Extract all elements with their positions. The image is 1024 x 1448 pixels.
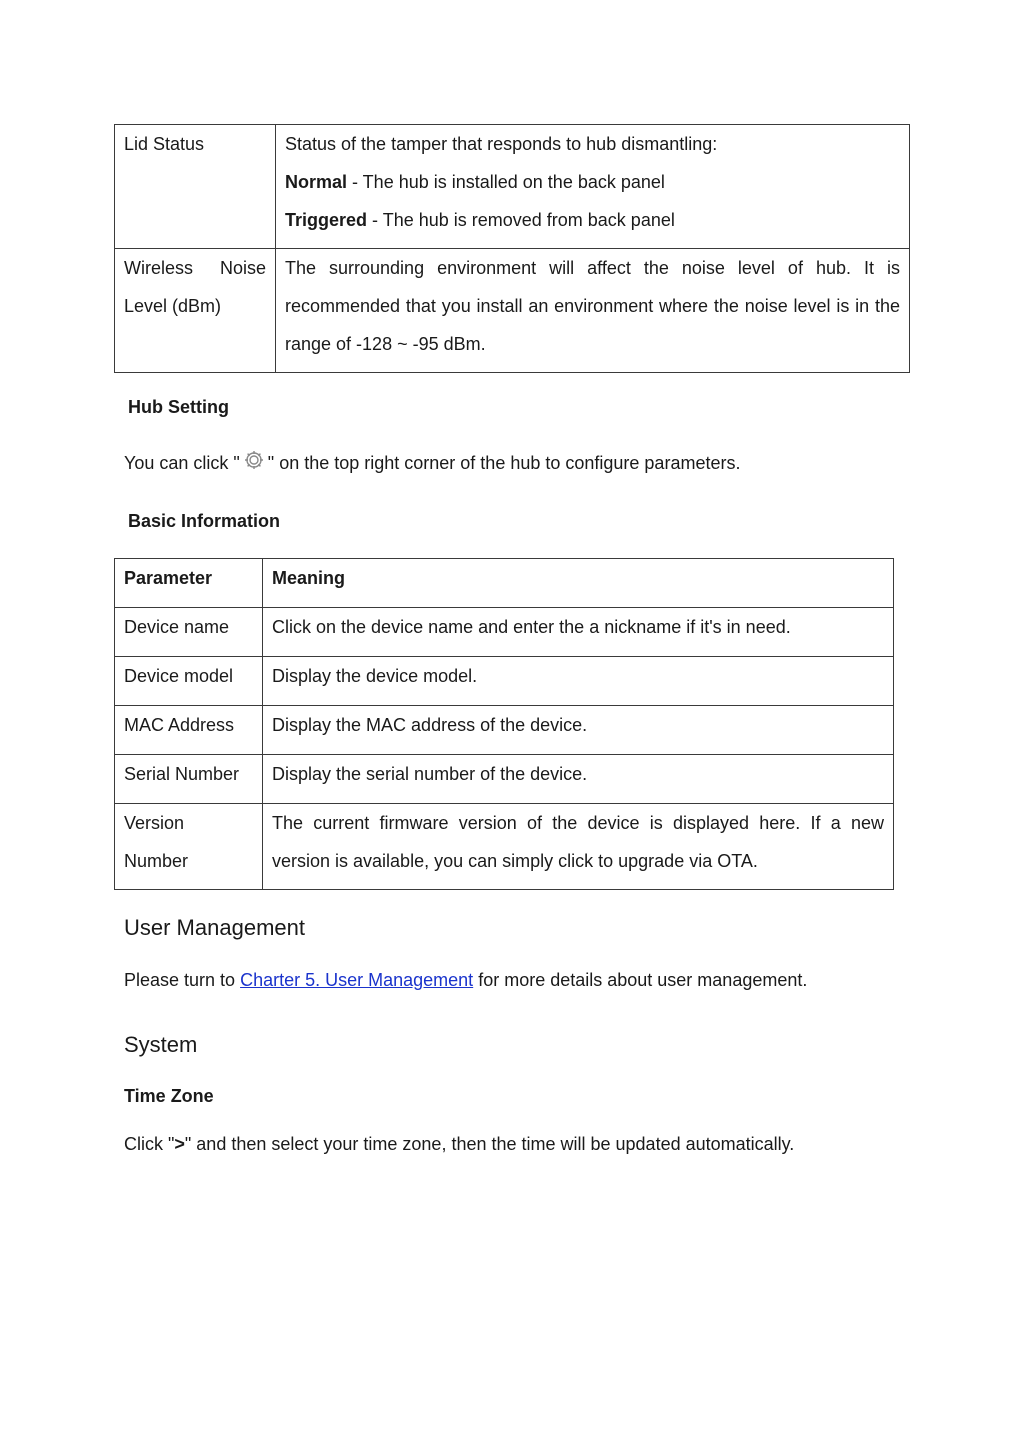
param-cell <box>115 804 263 890</box>
meaning-cell: Display the MAC address of the device. <box>263 706 894 755</box>
hub-setting-paragraph <box>124 449 740 476</box>
user-management-text: for more details about user management. <box>473 970 808 990</box>
hub-setting-heading: Hub Setting <box>128 397 229 417</box>
table-row <box>115 755 894 804</box>
table-row <box>115 657 894 706</box>
normal-text: - The hub is installed on the back panel <box>347 172 665 192</box>
header-param: Parameter <box>124 568 213 588</box>
param-label: Lid Status <box>124 134 205 154</box>
user-management-link[interactable]: Charter 5. User Management <box>240 970 474 990</box>
param-cell: Serial Number <box>115 755 263 804</box>
param-cell: Device model <box>115 657 263 706</box>
param-cell <box>115 249 276 373</box>
param-cell: MAC Address <box>115 706 263 755</box>
table-row <box>115 804 894 890</box>
lid-status-intro: Status of the tamper that responds to hub dismantling: <box>285 134 718 154</box>
user-management-paragraph <box>124 970 807 991</box>
time-zone-text: " and then select your time zone, then the time will be updated automatically. <box>184 1134 795 1154</box>
meaning-text: The surrounding environment will affect the noise level of hub. It is recommended that you install an environment where the noise level is in the range of -128 ~ -95 dBm. <box>285 258 900 354</box>
meaning-cell: Click on the device name and enter the a nickname if it's in need. <box>263 608 894 657</box>
time-zone-heading: Time Zone <box>124 1086 214 1106</box>
param-label-line1 <box>124 249 266 287</box>
system-heading: System <box>124 1032 198 1057</box>
triggered-label: Triggered <box>285 210 368 230</box>
meaning-cell: Display the device model. <box>263 657 894 706</box>
meaning-cell <box>276 249 910 373</box>
meaning-cell: The current firmware version of the device is displayed here. If a new version is available, you can simply click to upgrade via OTA. <box>263 804 894 890</box>
status-table <box>114 124 910 373</box>
header-cell <box>115 559 263 608</box>
table-row <box>115 608 894 657</box>
lid-normal-line <box>285 163 900 201</box>
user-management-text: Please turn to <box>124 970 241 990</box>
lid-triggered-line <box>285 201 900 239</box>
chevron-right-symbol: > <box>174 1134 185 1154</box>
normal-label: Normal <box>285 172 348 192</box>
gear-icon <box>241 449 267 476</box>
meaning-cell <box>276 125 910 249</box>
basic-info-heading: Basic Information <box>128 511 281 531</box>
time-zone-text: Click " <box>124 1134 175 1154</box>
param-label-line2: Level (dBm) <box>124 296 222 316</box>
table-header-row <box>115 559 894 608</box>
user-management-heading: User Management <box>124 915 305 940</box>
meaning-cell: Display the serial number of the device. <box>263 755 894 804</box>
param-word: Wireless <box>124 258 194 278</box>
param-label: Version Number <box>124 813 189 871</box>
basic-info-table <box>114 558 894 890</box>
param-word: Noise <box>219 258 266 278</box>
hub-setting-text: " on the top right corner of the hub to configure parameters. <box>267 453 741 473</box>
table-row <box>115 706 894 755</box>
param-cell: Device name <box>115 608 263 657</box>
hub-setting-text: You can click " <box>124 453 240 473</box>
param-cell <box>115 125 276 249</box>
header-meaning: Meaning <box>272 568 346 588</box>
table-row <box>115 125 910 249</box>
table-row <box>115 249 910 373</box>
triggered-text: - The hub is removed from back panel <box>367 210 675 230</box>
time-zone-paragraph <box>124 1134 794 1155</box>
header-cell <box>263 559 894 608</box>
